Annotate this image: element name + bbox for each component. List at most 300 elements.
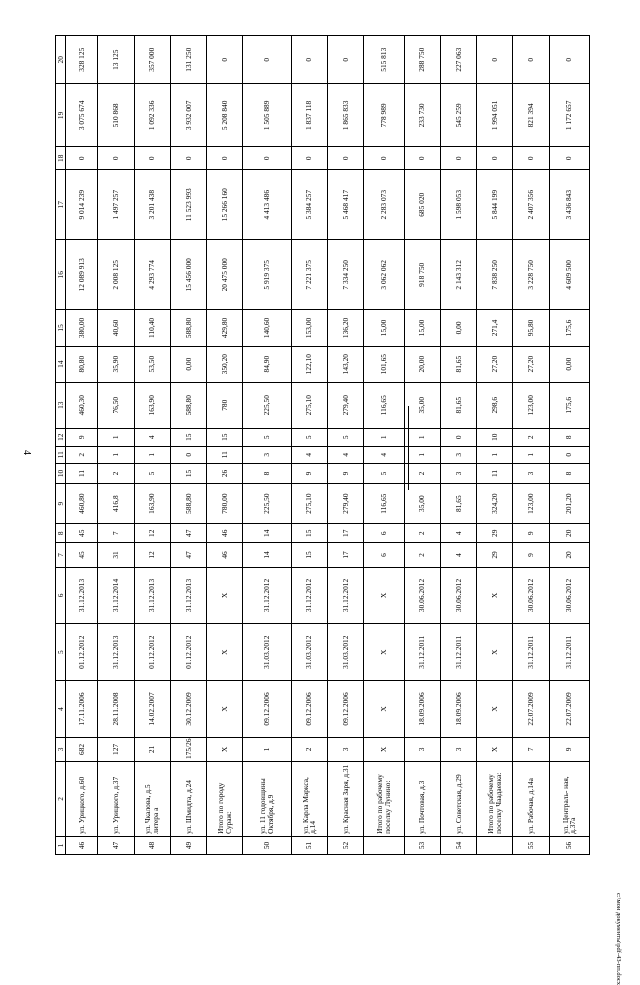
header-number-row (56, 36, 66, 855)
table-cell: 275,10 (291, 382, 327, 428)
table-cell: 1 (404, 428, 440, 446)
table-cell: 29 (477, 543, 513, 567)
table-cell: 6 (364, 543, 404, 567)
table-cell: 13 125 (98, 36, 134, 84)
header-cell: 4 (56, 681, 66, 738)
address-cell: ул. Почтовая, д.3 (404, 762, 440, 837)
table-cell: 2 (513, 428, 549, 446)
table-cell: 0 (291, 147, 327, 170)
table-cell: 3 228 750 (513, 240, 549, 310)
table-cell: Х (477, 737, 513, 761)
table-cell: 4 (364, 446, 404, 463)
table-cell: 7 (513, 737, 549, 761)
table-cell: 27,20 (513, 346, 549, 382)
table-cell: 31.03.2012 (327, 624, 363, 681)
table-cell: 8 (243, 463, 291, 484)
table-cell: Х (364, 681, 404, 738)
table-cell: 15,00 (364, 310, 404, 346)
table-cell: 11 (477, 463, 513, 484)
table-cell: 4 (291, 446, 327, 463)
table-cell: 11 (66, 463, 98, 484)
table-cell: 4 (327, 446, 363, 463)
table-cell: 163,90 (134, 382, 170, 428)
table-cell: 10 (477, 428, 513, 446)
table-cell: 26 (207, 463, 243, 484)
table-cell: 54 (440, 836, 476, 854)
table-cell: 8 (549, 428, 589, 446)
table-cell: 0 (404, 147, 440, 170)
table-cell: 40,60 (98, 310, 134, 346)
table-row (404, 36, 440, 855)
table-cell: 588,80 (170, 310, 206, 346)
table-cell: 0 (477, 36, 513, 84)
table-cell: 14 (243, 524, 291, 543)
table-cell: 5 (327, 428, 363, 446)
table-cell: 136,20 (327, 310, 363, 346)
table-cell: 0 (364, 147, 404, 170)
address-cell: ул. Красная Заря, д.31 (327, 762, 363, 837)
table-cell: 4 (440, 524, 476, 543)
table-cell: 143,20 (327, 346, 363, 382)
table-cell: 1 837 118 (291, 84, 327, 147)
table-cell: 357 000 (134, 36, 170, 84)
table-cell: 30.06.2012 (513, 567, 549, 624)
table-cell: 175/26 (170, 737, 206, 761)
table-cell: 81,65 (440, 382, 476, 428)
data-table (55, 35, 590, 855)
table-cell: 0,00 (170, 346, 206, 382)
table-cell: 31.12.2011 (440, 624, 476, 681)
table-cell: 35,90 (98, 346, 134, 382)
table-cell: 2 (66, 446, 98, 463)
table-cell: 17.11.2006 (66, 681, 98, 738)
table-cell: 324,20 (477, 484, 513, 524)
table-cell: 918 750 (404, 240, 440, 310)
table-cell: 31.12.2013 (98, 624, 134, 681)
table-cell: 31.12.2012 (327, 567, 363, 624)
table-cell: 12 (134, 543, 170, 567)
table-cell: 17 (327, 524, 363, 543)
table-cell: 2 (404, 543, 440, 567)
table-cell: 1 (98, 446, 134, 463)
table-cell: 227 063 (440, 36, 476, 84)
summary-row (207, 36, 243, 855)
table-cell: 6 (364, 524, 404, 543)
summary-row (477, 36, 513, 855)
table-cell: 22.07.2009 (549, 681, 589, 738)
table-cell: 30.06.2012 (549, 567, 589, 624)
header-cell: 12 (56, 428, 66, 446)
table-cell: 15,00 (404, 310, 440, 346)
table-cell: 588,80 (170, 382, 206, 428)
table-cell: 201,20 (549, 484, 589, 524)
footer-file-path: c:\мои документы\pdf-43-пп.docx (615, 893, 622, 985)
table-cell: 510 868 (98, 84, 134, 147)
table-cell: 460,30 (66, 382, 98, 428)
table-cell: 48 (134, 836, 170, 854)
table-cell: 7 334 250 (327, 240, 363, 310)
table-cell: 380,00 (66, 310, 98, 346)
address-cell: Итого по городу Сураж: (207, 762, 243, 837)
table-cell: 5 (291, 428, 327, 446)
table-cell: 5 844 199 (477, 170, 513, 240)
table-cell: 8 (549, 463, 589, 484)
header-cell: 17 (56, 170, 66, 240)
table-cell: Х (477, 681, 513, 738)
header-cell: 2 (56, 762, 66, 837)
table-cell: Х (207, 737, 243, 761)
table-cell: 0 (207, 147, 243, 170)
table-cell: 47 (170, 543, 206, 567)
table-cell: 31.12.2011 (404, 624, 440, 681)
table-cell: 11 523 993 (170, 170, 206, 240)
table-cell: 1 497 257 (98, 170, 134, 240)
table-cell: 780 (207, 382, 243, 428)
table-cell: 110,40 (134, 310, 170, 346)
table-cell: 0 (440, 147, 476, 170)
table-cell: 12 089 913 (66, 240, 98, 310)
table-cell: 545 259 (440, 84, 476, 147)
table-cell: 588,80 (170, 484, 206, 524)
table-cell: 0 (327, 147, 363, 170)
table-row (291, 36, 327, 855)
table-cell: 288 750 (404, 36, 440, 84)
address-cell: ул. 11 годовщины Октября, д.9 (243, 762, 291, 837)
table-cell: 31.12.2011 (549, 624, 589, 681)
address-cell: Итого по рабочему поселку Лунино: (364, 762, 404, 837)
header-cell: 7 (56, 543, 66, 567)
table-cell: 1 865 833 (327, 84, 363, 147)
header-cell: 14 (56, 346, 66, 382)
table-cell: 0,00 (549, 346, 589, 382)
table-row (134, 36, 170, 855)
table-cell: 3 (513, 463, 549, 484)
header-cell: 8 (56, 524, 66, 543)
table-row (98, 36, 134, 855)
table-cell: 5 384 257 (291, 170, 327, 240)
table-container (55, 35, 590, 855)
table-cell: 0 (477, 147, 513, 170)
table-cell: 163,90 (134, 484, 170, 524)
table-cell: 31.12.2012 (243, 567, 291, 624)
table-cell: 0 (513, 147, 549, 170)
table-cell: 1 (477, 446, 513, 463)
table-cell: 31.12.2011 (513, 624, 549, 681)
table-cell: 416,8 (98, 484, 134, 524)
table-cell: 122,10 (291, 346, 327, 382)
table-cell: 12 (134, 524, 170, 543)
table-cell: 2 (291, 737, 327, 761)
header-cell: 3 (56, 737, 66, 761)
header-cell: 16 (56, 240, 66, 310)
table-cell: 1 172 657 (549, 84, 589, 147)
table-cell: 0 (327, 36, 363, 84)
table-cell: 47 (170, 524, 206, 543)
table-cell: 4 609 500 (549, 240, 589, 310)
table-cell: 15 (291, 524, 327, 543)
table-cell: 56 (549, 836, 589, 854)
table-cell: 84,90 (243, 346, 291, 382)
table-cell: 0 (170, 147, 206, 170)
table-cell: 80,80 (66, 346, 98, 382)
table-cell: 50 (243, 836, 291, 854)
table-cell: 76,50 (98, 382, 134, 428)
table-cell: 298,6 (477, 382, 513, 428)
table-cell: 0 (440, 428, 476, 446)
table-body (56, 36, 590, 855)
table-cell: 0 (98, 147, 134, 170)
table-cell: 3 (440, 463, 476, 484)
address-cell: ул. Карла Маркса, д.14 (291, 762, 327, 837)
table-cell: 2 283 073 (364, 170, 404, 240)
table-cell: 27,20 (477, 346, 513, 382)
table-cell: 7 (98, 524, 134, 543)
summary-row (364, 36, 404, 855)
table-cell: 3 201 438 (134, 170, 170, 240)
table-cell: 31.12.2013 (66, 567, 98, 624)
table-cell: 279,40 (327, 382, 363, 428)
table-cell: 429,80 (207, 310, 243, 346)
header-cell: 5 (56, 624, 66, 681)
table-cell: 515 813 (364, 36, 404, 84)
table-cell: 49 (170, 836, 206, 854)
table-cell: 123,00 (513, 484, 549, 524)
table-cell: 31.03.2012 (243, 624, 291, 681)
header-cell: 9 (56, 484, 66, 524)
table-cell: 31.12.2012 (291, 567, 327, 624)
table-cell: 0 (207, 36, 243, 84)
page-number: 4 (21, 450, 32, 455)
table-cell: 9 (513, 543, 549, 567)
table-cell: Х (364, 567, 404, 624)
table-cell: 101,65 (364, 346, 404, 382)
table-cell: 53,50 (134, 346, 170, 382)
table-cell: 95,80 (513, 310, 549, 346)
table-cell (364, 836, 404, 854)
table-cell: 9 (549, 737, 589, 761)
table-cell: 31.12.2013 (134, 567, 170, 624)
table-cell: 328 125 (66, 36, 98, 84)
table-cell: 0 (549, 147, 589, 170)
table-cell: 5 (364, 463, 404, 484)
table-cell: 4 413 486 (243, 170, 291, 240)
table-cell: Х (477, 567, 513, 624)
table-cell: 350,20 (207, 346, 243, 382)
table-cell: 153,00 (291, 310, 327, 346)
header-cell: 10 (56, 463, 66, 484)
address-cell: Итого по рабочему поселку Чаадаевка: (477, 762, 513, 837)
header-cell: 1 (56, 836, 66, 854)
table-cell: 682 (66, 737, 98, 761)
table-cell: 2 008 125 (98, 240, 134, 310)
table-row (170, 36, 206, 855)
table-row (440, 36, 476, 855)
table-cell: 7 221 375 (291, 240, 327, 310)
table-cell: 0 (170, 446, 206, 463)
address-cell: ул. Рабочая, д.14а (513, 762, 549, 837)
table-cell: 17 (327, 543, 363, 567)
address-cell: ул. Шмидта, д.24 (170, 762, 206, 837)
table-cell: 123,00 (513, 382, 549, 428)
table-cell: 18.09.2006 (404, 681, 440, 738)
table-cell: 1 (513, 446, 549, 463)
table-cell: 15 (170, 463, 206, 484)
table-cell: 9 (66, 428, 98, 446)
table-cell: 3 (243, 446, 291, 463)
table-cell: 31.12.2013 (170, 567, 206, 624)
table-cell: 1 (134, 446, 170, 463)
table-cell: 1 092 336 (134, 84, 170, 147)
table-cell: 4 (134, 428, 170, 446)
table-cell: 11 (207, 446, 243, 463)
header-cell: 15 (56, 310, 66, 346)
table-cell (477, 836, 513, 854)
table-cell: 52 (327, 836, 363, 854)
table-cell: Х (207, 624, 243, 681)
table-row (549, 36, 589, 855)
table-cell: 225,50 (243, 484, 291, 524)
table-cell: Х (207, 567, 243, 624)
table-cell: Х (364, 737, 404, 761)
table-cell: 15 (207, 428, 243, 446)
table-cell: 5 919 375 (243, 240, 291, 310)
table-cell: 81,65 (440, 484, 476, 524)
table-cell: 116,65 (364, 382, 404, 428)
table-cell: 55 (513, 836, 549, 854)
header-cell: 18 (56, 147, 66, 170)
table-cell: 275,10 (291, 484, 327, 524)
table-cell: 14.02.2007 (134, 681, 170, 738)
table-cell: 2 143 312 (440, 240, 476, 310)
table-cell: 140,60 (243, 310, 291, 346)
table-cell: 30.06.2012 (440, 567, 476, 624)
table-cell: 0 (134, 147, 170, 170)
table-cell: 20,00 (404, 346, 440, 382)
table-cell: 4 (440, 543, 476, 567)
table-row (243, 36, 291, 855)
table-cell: 2 (404, 463, 440, 484)
table-cell: 09.12.2006 (243, 681, 291, 738)
table-cell: 9 (327, 463, 363, 484)
table-cell: 9 (513, 524, 549, 543)
table-cell: 271,4 (477, 310, 513, 346)
address-cell: ул. Централь- ная, д.37а (549, 762, 589, 837)
table-cell: 53 (404, 836, 440, 854)
table-cell: 30.12.2009 (170, 681, 206, 738)
table-cell: 0 (549, 36, 589, 84)
table-cell: 5 468 417 (327, 170, 363, 240)
table-cell: Х (364, 624, 404, 681)
table-cell: 279,40 (327, 484, 363, 524)
table-cell: 0 (549, 446, 589, 463)
table-cell: 5 208 840 (207, 84, 243, 147)
table-cell: 15 (291, 543, 327, 567)
table-cell: 18.09.2006 (440, 681, 476, 738)
table-cell: 81,65 (440, 346, 476, 382)
table-cell: 1 (404, 446, 440, 463)
table-cell: 29 (477, 524, 513, 543)
table-cell: 35,00 (404, 382, 440, 428)
table-cell: 22.07.2009 (513, 681, 549, 738)
table-cell: 131 250 (170, 36, 206, 84)
address-cell: ул. Урицкого, д.37 (98, 762, 134, 837)
header-cell: 11 (56, 446, 66, 463)
table-cell: 1 598 053 (440, 170, 476, 240)
table-cell: 460,80 (66, 484, 98, 524)
table-cell: 225,50 (243, 382, 291, 428)
table-cell: 15 (170, 428, 206, 446)
table-cell: 3 075 674 (66, 84, 98, 147)
table-cell: 45 (66, 543, 98, 567)
table-cell: 01.12.2012 (170, 624, 206, 681)
table-cell: 2 (404, 524, 440, 543)
table-cell: 46 (66, 836, 98, 854)
table-cell: 0,00 (440, 310, 476, 346)
table-cell: 2 407 356 (513, 170, 549, 240)
table-row (327, 36, 363, 855)
table-cell (207, 836, 243, 854)
table-cell: 01.12.2012 (66, 624, 98, 681)
table-cell: 685 020 (404, 170, 440, 240)
table-cell: 15 456 000 (170, 240, 206, 310)
table-cell: 28.11.2008 (98, 681, 134, 738)
table-cell: 3 (440, 737, 476, 761)
table-cell: 47 (98, 836, 134, 854)
table-cell: 175,6 (549, 382, 589, 428)
table-cell: 15 266 160 (207, 170, 243, 240)
table-cell: 20 (549, 524, 589, 543)
table-cell: 20 475 000 (207, 240, 243, 310)
table-row (513, 36, 549, 855)
table-cell: 0 (66, 147, 98, 170)
table-cell: 0 (291, 36, 327, 84)
table-cell: 175,6 (549, 310, 589, 346)
table-cell: 3 932 007 (170, 84, 206, 147)
header-cell: 20 (56, 36, 66, 84)
table-cell: 46 (207, 543, 243, 567)
table-cell: 46 (207, 524, 243, 543)
table-cell: Х (477, 624, 513, 681)
table-cell: 09.12.2006 (327, 681, 363, 738)
table-cell: 9 014 239 (66, 170, 98, 240)
table-cell: 0 (243, 147, 291, 170)
table-cell: 21 (134, 737, 170, 761)
table-cell: 127 (98, 737, 134, 761)
table-cell: 35,00 (404, 484, 440, 524)
table-row (66, 36, 98, 855)
table-cell: 1 (364, 428, 404, 446)
table-cell: 3 062 062 (364, 240, 404, 310)
table-cell: 5 (134, 463, 170, 484)
table-cell: 51 (291, 836, 327, 854)
table-cell: 31.12.2014 (98, 567, 134, 624)
table-cell: 1 505 889 (243, 84, 291, 147)
address-cell: ул. Советская, д.29 (440, 762, 476, 837)
table-cell: 31 (98, 543, 134, 567)
table-cell: 4 293 774 (134, 240, 170, 310)
table-cell: 20 (549, 543, 589, 567)
table-cell: 1 (243, 737, 291, 761)
table-cell: 3 436 843 (549, 170, 589, 240)
table-cell: 0 (243, 36, 291, 84)
table-cell: 3 (440, 446, 476, 463)
table-cell: 01.12.2012 (134, 624, 170, 681)
table-cell: 09.12.2006 (291, 681, 327, 738)
header-cell: 19 (56, 84, 66, 147)
table-cell: 116,65 (364, 484, 404, 524)
table-cell: 3 (404, 737, 440, 761)
table-cell: 31.03.2012 (291, 624, 327, 681)
